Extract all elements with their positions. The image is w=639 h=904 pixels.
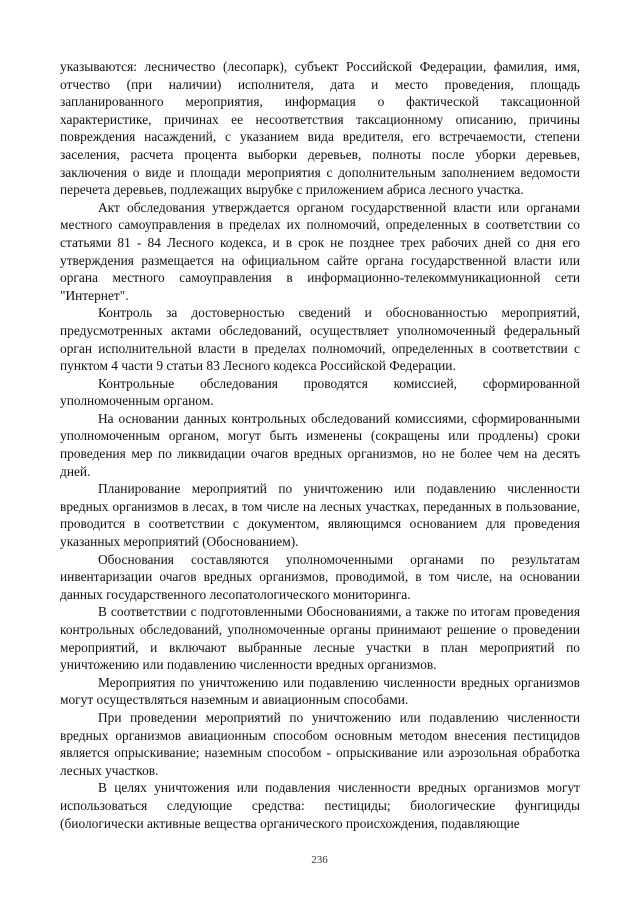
- paragraph-survey-details: указываются: лесничество (лесопарк), субъект Российской Федерации, фамилия, имя, отчество (при наличии) исполнителя, дата и место проведения, площадь запланированного мероприятия, информация о фактической таксационной характеристике, причинах ее несоответствия таксационному описанию, причины повреждения насаждений, с указанием вида вредителя, его встречаемости, степени заселения, расчета процента выборки деревьев, полноты после уборки деревьев, заключения о виде и площади мероприятия с дополнительным заполнением ведомости перечета деревьев, подлежащих вырубке с приложением абриса лесного участка.: [60, 59, 580, 198]
- paragraph-methods: Мероприятия по уничтожению или подавлению численности вредных организмов могут осуществляться наземным и авиационным способами.: [60, 674, 580, 708]
- paragraph-act-approval: Акт обследования утверждается органом государственной власти или органами местного самоуправления в пределах их полномочий, определенных в соответствии со статьями 81 - 84 Лесного кодекса, и в срок не позднее трех рабочих дней со дня его утверждения размещается на официальном сайте органа государственной власти или органа местного самоуправления в информационно-телекоммуникационной сети "Интернет".: [60, 199, 580, 303]
- paragraph-deadline-changes: На основании данных контрольных обследований комиссиями, сформированными уполномоченным органом, могут быть изменены (сокращены или продлены) сроки проведения мер по ликвидации очагов вредных организмов, но не более чем на десять дней.: [60, 410, 580, 479]
- paragraph-control-reliability: Контроль за достоверностью сведений и обоснованностью мероприятий, предусмотренных актами обследований, осуществляет уполномоченный федеральный орган исполнительной власти в пределах полномочий, определенных в соответствии с пунктом 4 части 9 статьи 83 Лесного кодекса Российской Федерации.: [60, 305, 580, 374]
- page-number: 236: [311, 854, 328, 866]
- paragraph-planning: Планирование мероприятий по уничтожению или подавлению численности вредных организмов в лесах, в том числе на лесных участках, переданных в пользование, проводится в соответствии с документом, являющимся основанием для проведения указанных мероприятий (Обоснованием).: [60, 481, 580, 550]
- document-page: [60, 58, 580, 832]
- paragraph-control-surveys: Контрольные обследования проводятся комиссией, сформированной уполномоченным органом.: [60, 375, 580, 409]
- paragraph-justifications: Обоснования составляются уполномоченными органами по результатам инвентаризации очагов вредных организмов, проводимой, в том числе, на основании данных государственного лесопатологического мониторинга.: [60, 551, 580, 602]
- paragraph-aviation-method: При проведении мероприятий по уничтожению или подавлению численности вредных организмов авиационным способом основным методом внесения пестицидов является опрыскивание; наземным способом - опрыскивание или аэрозольная обработка лесных участков.: [60, 709, 580, 778]
- paragraph-means: В целях уничтожения или подавления численности вредных организмов могут использоваться следующие средства: пестициды; биологические фунгициды (биологически активные вещества органического происхождения, подавляющие: [60, 780, 580, 831]
- paragraph-decision: В соответствии с подготовленными Обоснованиями, а также по итогам проведения контрольных обследований, уполномоченные органы принимают решение о проведении мероприятий, и включают выбранные лесные участки в план мероприятий по уничтожению или подавлению численности вредных организмов.: [60, 604, 580, 673]
